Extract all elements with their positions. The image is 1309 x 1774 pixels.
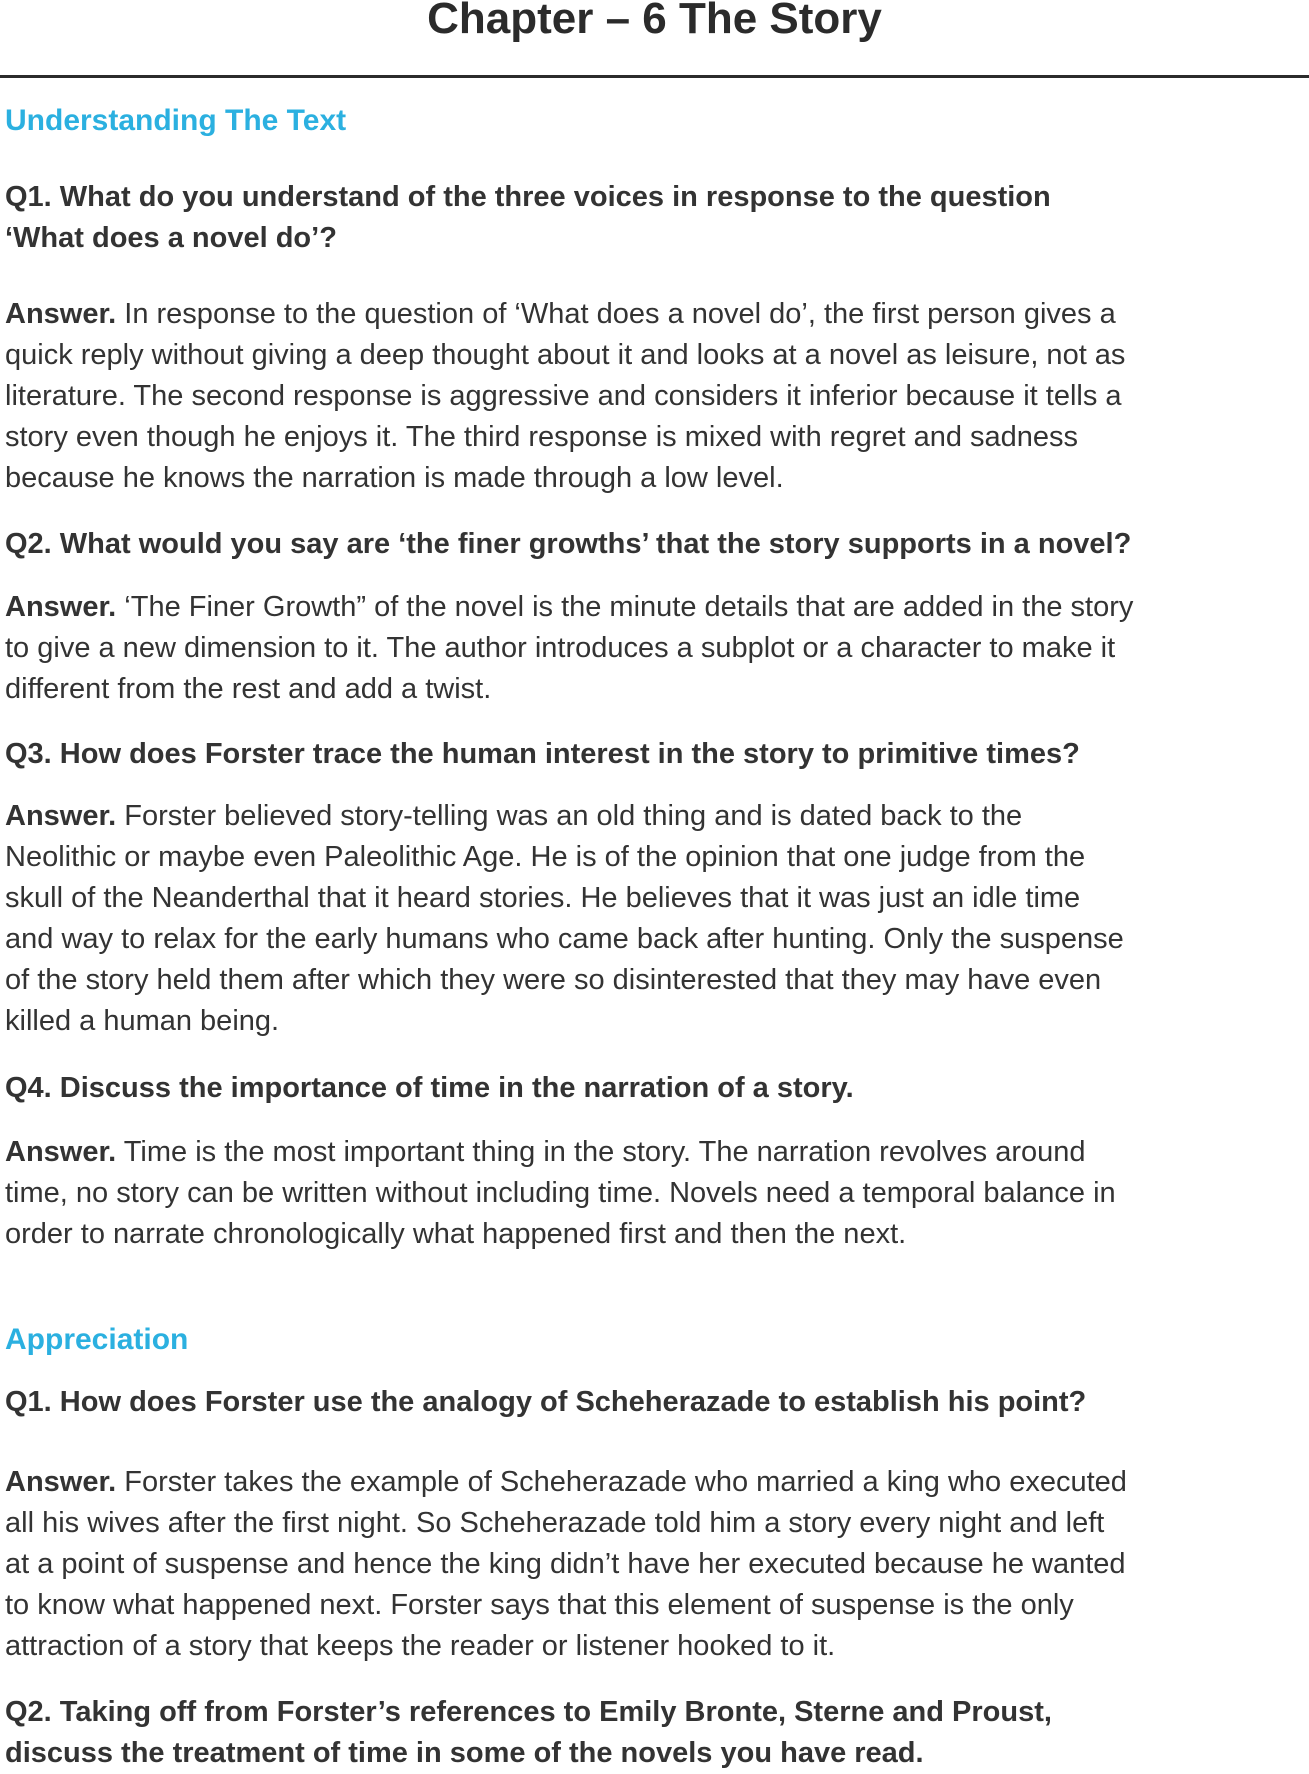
question xyxy=(5,1382,1086,1423)
question-line: Q2. What would you say are ‘the finer growths’ that the story supports in a novel? xyxy=(5,528,1132,560)
answer-line: literature. The second response is aggressive and considers it inferior because it tells a xyxy=(5,380,1122,412)
answer-text: Forster takes the example of Scheherazade who married a king who executed xyxy=(124,1466,1127,1498)
answer-line xyxy=(5,294,1125,335)
question xyxy=(5,734,1080,775)
question xyxy=(5,524,1131,565)
question-line: discuss the treatment of time in some of the novels you have read. xyxy=(5,1737,924,1769)
answer-line: story even though he enjoys it. The third response is mixed with regret and sadness xyxy=(5,421,1079,453)
answer-label: Answer. xyxy=(5,1466,117,1498)
answer-line: to give a new dimension to it. The author introduces a subplot or a character to make it xyxy=(5,632,1116,664)
answer-line: attraction of a story that keeps the reader or listener hooked to it. xyxy=(5,1630,836,1662)
answer xyxy=(5,1132,1116,1255)
question xyxy=(5,1068,854,1109)
answer-line xyxy=(5,796,1124,837)
answer-line: killed a human being. xyxy=(5,1005,280,1037)
answer xyxy=(5,1462,1127,1667)
answer-label: Answer. xyxy=(5,1136,117,1168)
answer-text: In response to the question of ‘What does a novel do’, the first person gives a xyxy=(124,298,1116,330)
question-line: Q1. What do you understand of the three voices in response to the question xyxy=(5,181,1051,213)
answer-text: Time is the most important thing in the story. The narration revolves around xyxy=(123,1136,1086,1168)
question-line: Q2. Taking off from Forster’s references to Emily Bronte, Sterne and Proust, xyxy=(5,1696,1052,1728)
answer-line: time, no story can be written without including time. Novels need a temporal balance in xyxy=(5,1177,1116,1209)
question-line: ‘What does a novel do’? xyxy=(5,222,337,254)
answer-label: Answer. xyxy=(5,800,117,832)
answer-line xyxy=(5,1462,1127,1503)
question-line: Q4. Discuss the importance of time in the narration of a story. xyxy=(5,1072,854,1104)
answer-line: quick reply without giving a deep thought about it and looks at a novel as leisure, not as xyxy=(5,339,1126,371)
answer xyxy=(5,294,1125,499)
answer-line: order to narrate chronologically what happened first and then the next. xyxy=(5,1218,907,1250)
answer-line: skull of the Neanderthal that it heard stories. He believes that it was just an idle time xyxy=(5,882,1081,914)
answer-line: all his wives after the first night. So Scheherazade told him a story every night and left xyxy=(5,1507,1105,1539)
answer-text: Forster believed story-telling was an old thing and is dated back to the xyxy=(124,800,1023,832)
question xyxy=(5,177,1051,259)
answer-label: Answer. xyxy=(5,298,117,330)
answer-line xyxy=(5,587,1133,628)
answer-line: different from the rest and add a twist. xyxy=(5,673,492,705)
answer-line xyxy=(5,1132,1116,1173)
question-line: Q3. How does Forster trace the human interest in the story to primitive times? xyxy=(5,738,1080,770)
answer-text: ‘The Finer Growth” of the novel is the minute details that are added in the story xyxy=(124,591,1134,623)
answer xyxy=(5,587,1133,710)
question-line: Q1. How does Forster use the analogy of Scheherazade to establish his point? xyxy=(5,1386,1087,1418)
answer-line: to know what happened next. Forster says that this element of suspense is the only xyxy=(5,1589,1074,1621)
section-heading: Understanding The Text xyxy=(5,104,347,137)
answer-line: because he knows the narration is made through a low level. xyxy=(5,462,784,494)
answer xyxy=(5,796,1124,1042)
question xyxy=(5,1692,1052,1774)
answer-line: and way to relax for the early humans who came back after hunting. Only the suspense xyxy=(5,923,1124,955)
divider xyxy=(0,75,1309,78)
answer-line: at a point of suspense and hence the king didn’t have her executed because he wanted xyxy=(5,1548,1126,1580)
answer-line: Neolithic or maybe even Paleolithic Age. He is of the opinion that one judge from the xyxy=(5,841,1086,873)
page-title: Chapter – 6 The Story xyxy=(427,0,882,43)
answer-label: Answer. xyxy=(5,591,117,623)
section-heading: Appreciation xyxy=(5,1323,189,1356)
answer-line: of the story held them after which they were so disinterested that they may have even xyxy=(5,964,1102,996)
